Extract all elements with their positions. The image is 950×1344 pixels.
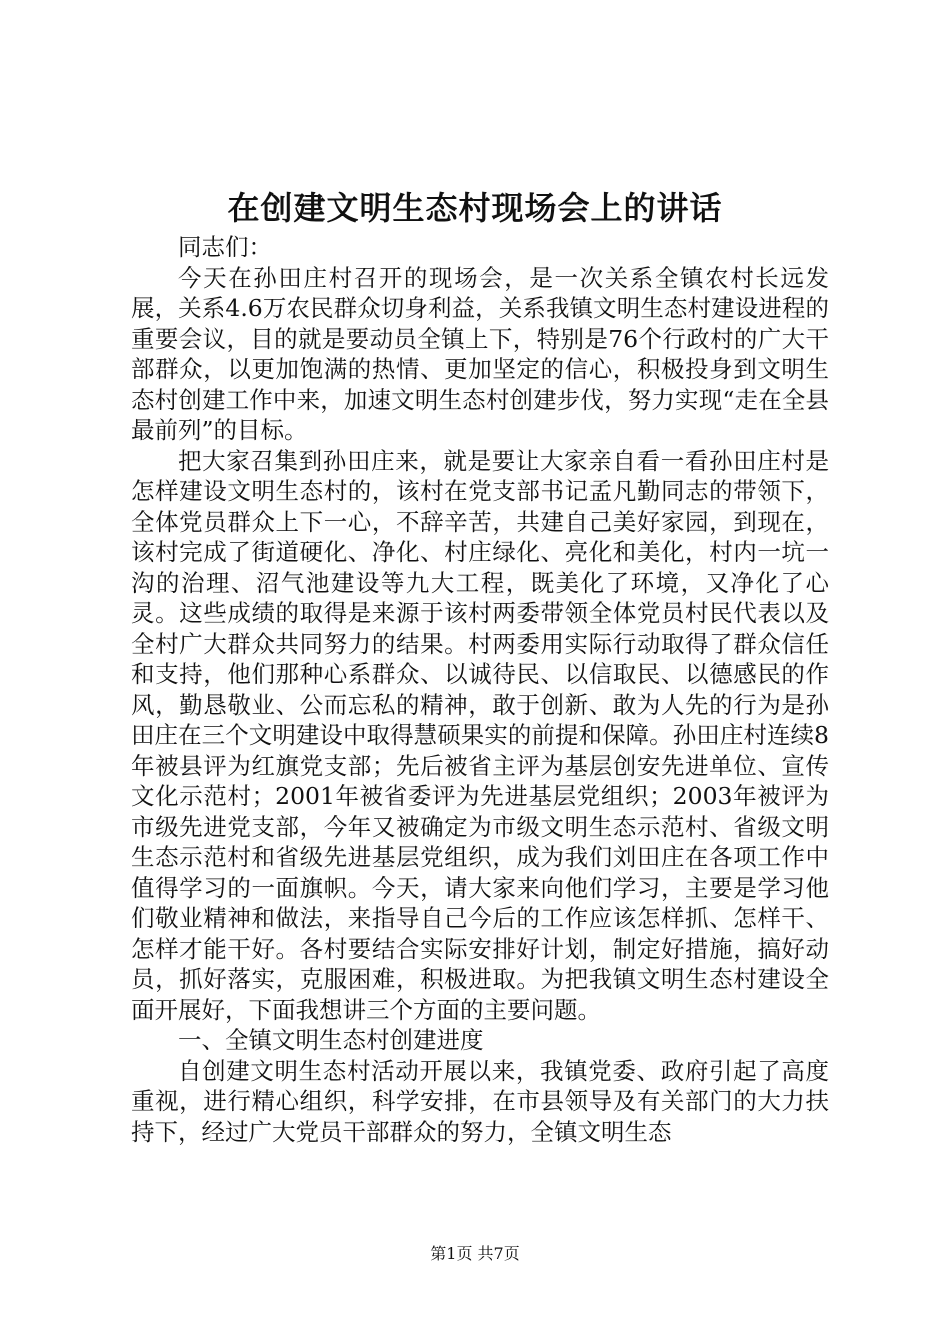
- body-paragraph: 自创建文明生态村活动开展以来，我镇党委、政府引起了高度重视，进行精心组织，科学安排，在市县领导及有关部门的大力扶持下，经过广大党员干部群众的努力，全镇文明生态: [131, 1056, 829, 1146]
- page-number-footer: 第1页 共7页: [430, 1244, 520, 1263]
- salutation: 同志们：: [178, 233, 272, 261]
- section-heading: 一、全镇文明生态村创建进度: [178, 1026, 484, 1054]
- document-title: 在创建文明生态村现场会上的讲话: [227, 189, 723, 227]
- document-body: [131, 232, 829, 1147]
- body-paragraph: 把大家召集到孙田庄来，就是要让大家亲自看一看孙田庄村是怎样建设文明生态村的，该村在党支部书记孟凡勤同志的带领下，全体党员群众上下一心，不辞辛苦，共建自己美好家园，到现在，该村完成了街道硬化、净化、村庄绿化、亮化和美化，村内一坑一沟的治理、沼气池建设等九大工程，既美化了环境，又净化了心灵。这些成绩的取得是来源于该村两委带领全体党员村民代表以及全村广大群众共同努力的结果。村两委用实际行动取得了群众信任和支持，他们那种心系群众、以诚待民、以信取民、以德感民的作风，勤恳敬业、公而忘私的精神，敢于创新、敢为人先的行为是孙田庄在三个文明建设中取得慧硕果实的前提和保障。孙田庄村连续8年被县评为红旗党支部；先后被省主评为基层创安先进单位、宣传文化示范村；2001年被省委评为先进基层党组织；2003年被评为市级先进党支部，今年又被确定为市级文明生态示范村、省级文明生态示范村和省级先进基层党组织，成为我们刘田庄在各项工作中值得学习的一面旗帜。今天，请大家来向他们学习，主要是学习他们敬业精神和做法，来指导自己今后的工作应该怎样抓、怎样干、怎样才能干好。各村要结合实际安排好计划，制定好措施，搞好动员，抓好落实，克服困难，积极进取。为把我镇文明生态村建设全面开展好，下面我想讲三个方面的主要问题。: [131, 446, 829, 1024]
- body-paragraph: 今天在孙田庄村召开的现场会，是一次关系全镇农村长远发展，关系4.6万农民群众切身利益，关系我镇文明生态村建设进程的重要会议，目的就是要动员全镇上下，特别是76个行政村的广大干部群众，以更加饱满的热情、更加坚定的信心，积极投身到文明生态村创建工作中来，加速文明生态村创建步伐，努力实现“走在全县最前列”的目标。: [131, 263, 829, 444]
